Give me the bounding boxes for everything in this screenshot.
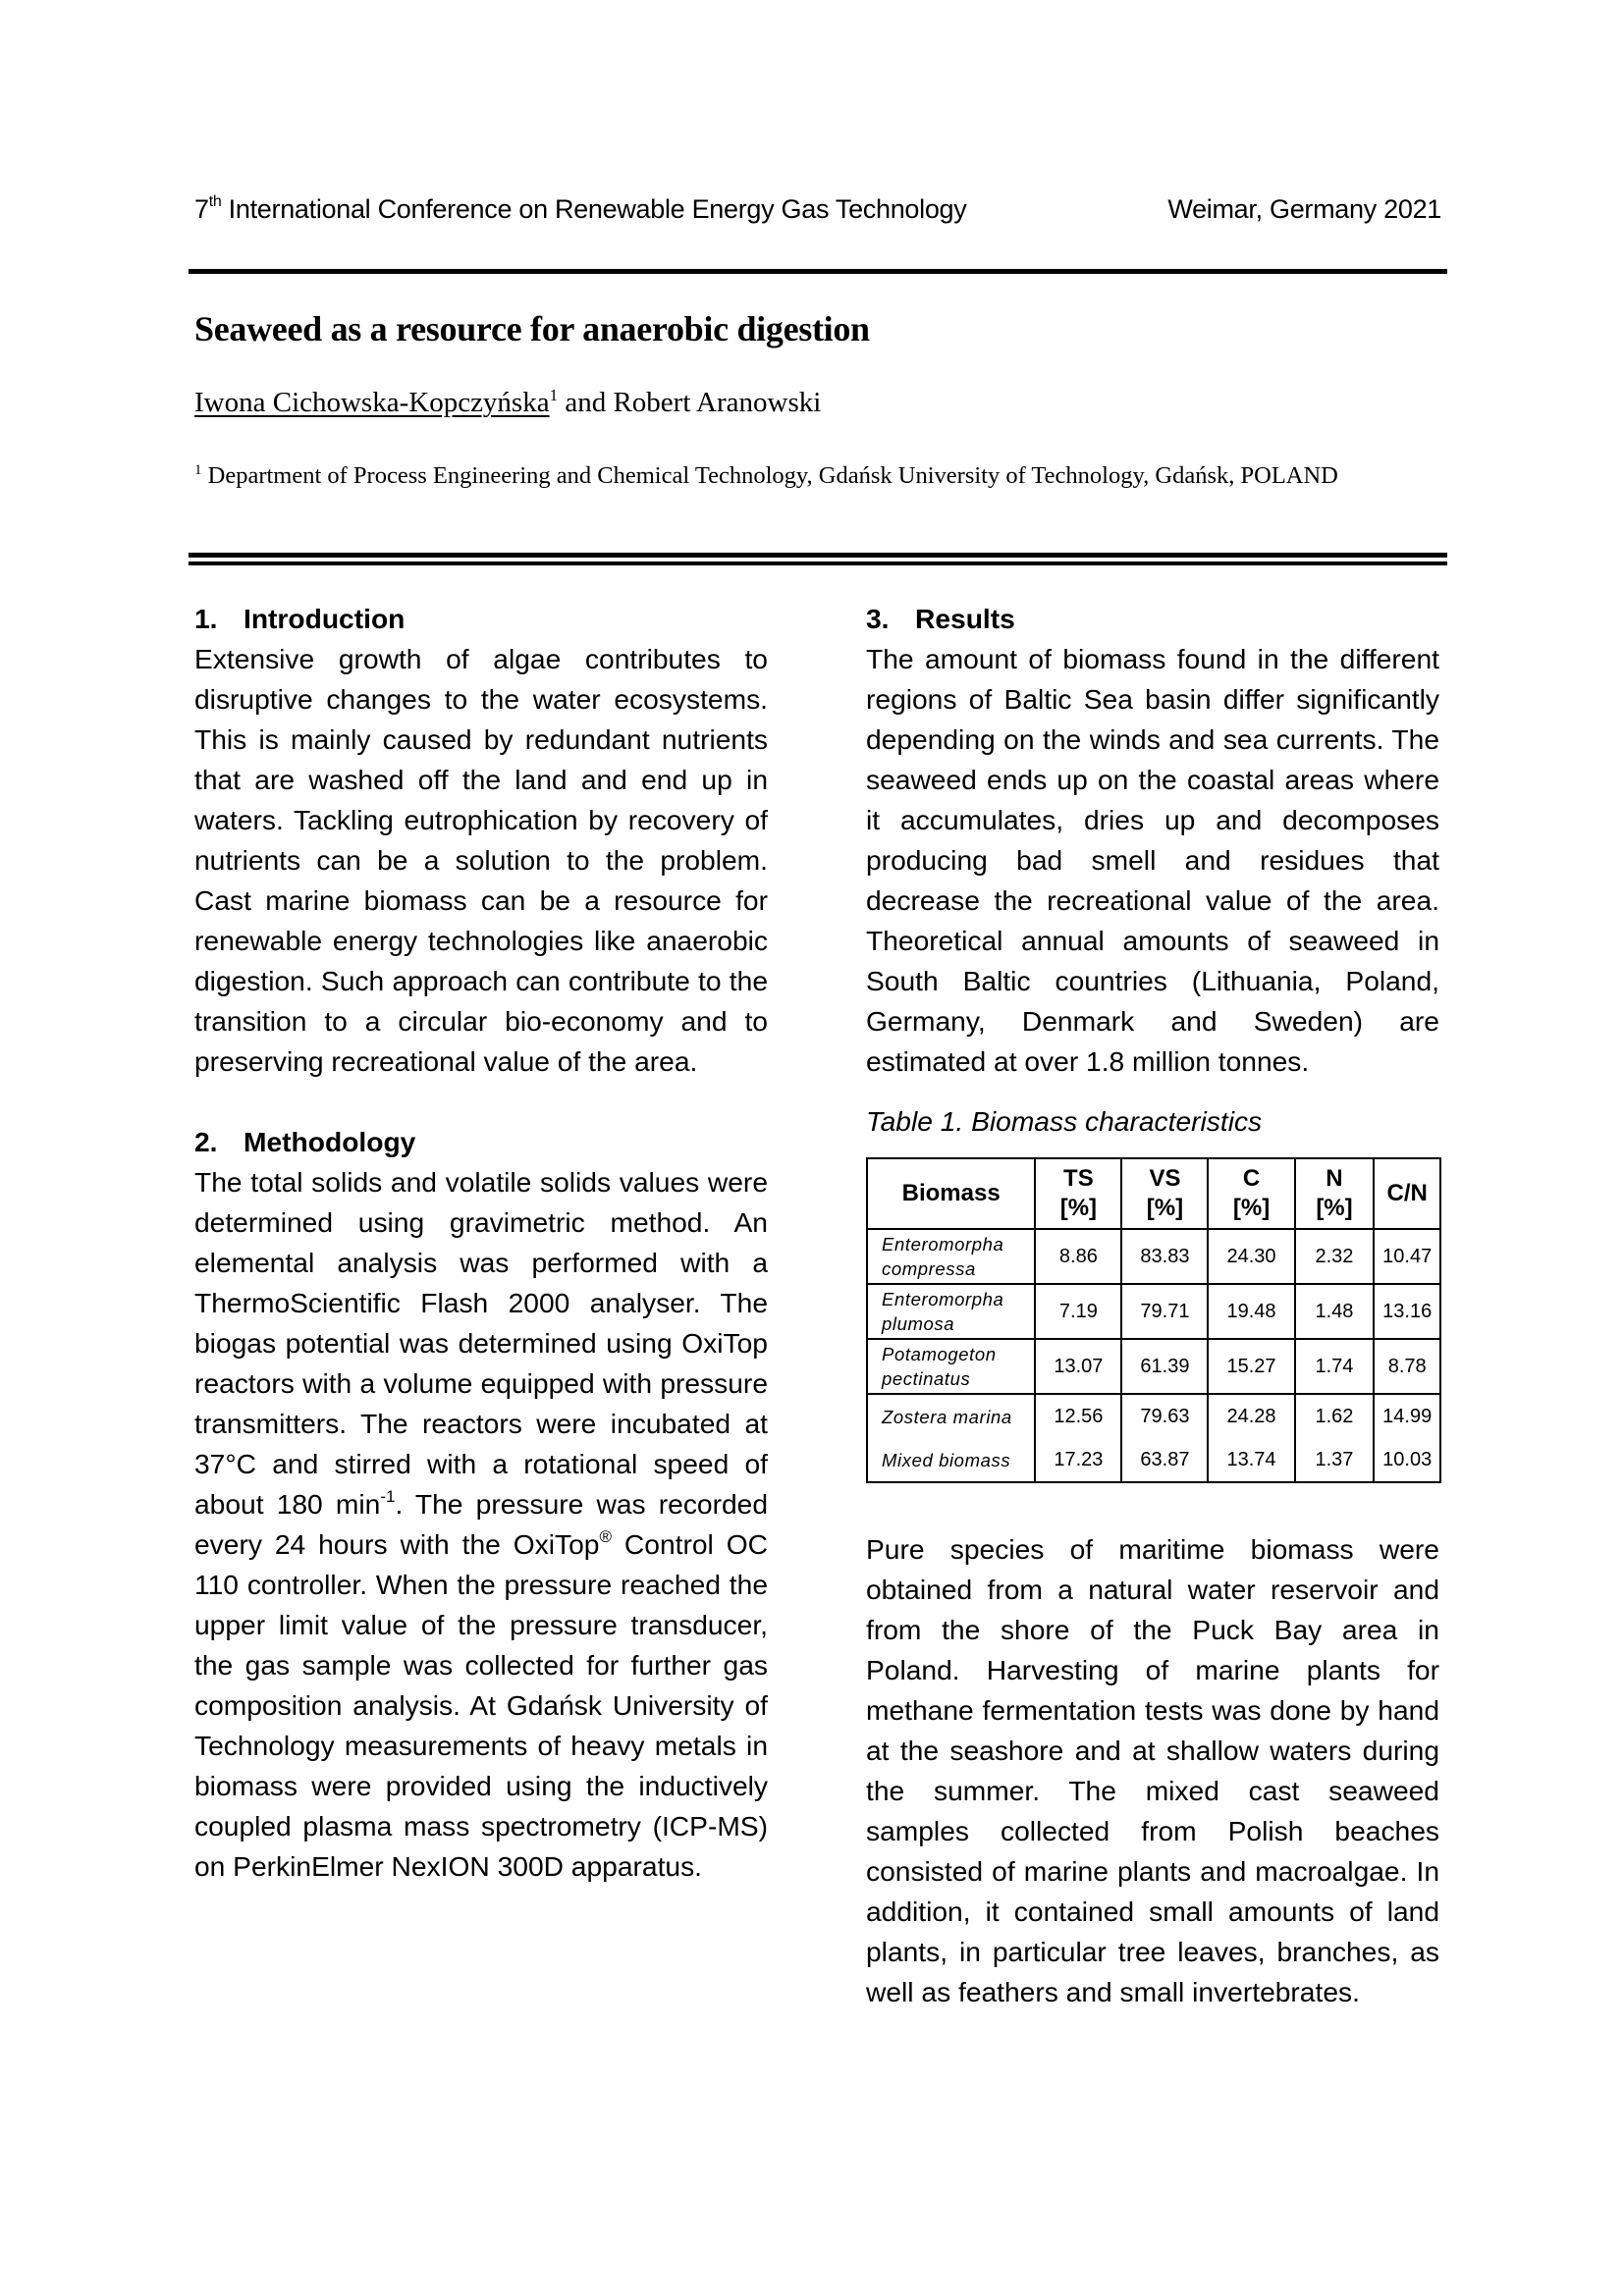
section-heading-results: [866, 599, 1439, 639]
biomass-name: [867, 1284, 1035, 1339]
title-rule-upper: [189, 553, 1447, 558]
section-title: Methodology: [244, 1126, 416, 1157]
header-n: [1295, 1158, 1375, 1229]
section-number: 2.: [194, 1126, 218, 1157]
ts-value: 17.23: [1035, 1438, 1121, 1482]
methodology-paragraph: [194, 1162, 768, 1887]
header-ts: [1035, 1158, 1121, 1229]
cn-value: 13.16: [1374, 1284, 1440, 1339]
conference-name-text: International Conference on Renewable Energy Gas Technology: [221, 194, 967, 224]
name-line: compressa: [882, 1258, 976, 1279]
c-value: 24.30: [1208, 1229, 1294, 1284]
vs-value: 63.87: [1121, 1438, 1208, 1482]
authors: [194, 387, 821, 419]
biomass-name: [867, 1229, 1035, 1284]
vs-value: 79.63: [1121, 1394, 1208, 1438]
ts-value: 13.07: [1035, 1339, 1121, 1394]
header-label: Biomass: [901, 1180, 1001, 1206]
unit-exponent: -1: [380, 1487, 396, 1506]
table-row: [867, 1394, 1440, 1438]
section-heading-introduction: [194, 599, 768, 639]
cn-value: 8.78: [1374, 1339, 1440, 1394]
methodology-text: Control OC 110 controller. When the pressure reached the upper limit value of the pressure transducer, the gas sample was collected for further gas composition analysis. At Gdańsk University of Technology measurements of heavy metals in biomass were provided using the inductively coupled plasma mass spectrometry (ICP-MS) on PerkinElmer NexION 300D apparatus.: [194, 1528, 768, 1882]
biomass-table: [866, 1157, 1441, 1483]
header-label: C/N: [1386, 1180, 1428, 1206]
c-value: 15.27: [1208, 1339, 1294, 1394]
conference-header: [194, 194, 1441, 234]
conference-location-year: Weimar, Germany 2021: [1167, 194, 1441, 224]
cn-value: 10.47: [1374, 1229, 1440, 1284]
other-authors: and Robert Aranowski: [558, 387, 822, 418]
ts-value: 8.86: [1035, 1229, 1121, 1284]
biomass-name: [867, 1339, 1035, 1394]
header-unit: [%]: [1059, 1195, 1098, 1221]
results-paragraph-after-table: Pure species of maritime biomass were obtained from a natural water reservoir and from the shore of the Puck Bay area in Poland. Harvesting of marine plants for methane fermentation tests was done by hand at the seashore and at shallow waters during the summer. The mixed cast seaweed samples collected from Polish beaches consisted of marine plants and macroalgae. In addition, it contained small amounts of land plants, in particular tree leaves, branches, as well as feathers and small invertebrates.: [866, 1533, 1439, 2007]
vs-value: 79.71: [1121, 1284, 1208, 1339]
ordinal-suffix: th: [208, 193, 222, 210]
ts-value: 12.56: [1035, 1394, 1121, 1438]
right-column: [866, 599, 1439, 2012]
c-value: 24.28: [1208, 1394, 1294, 1438]
title-rule-lower: [189, 561, 1447, 565]
n-value: 1.48: [1295, 1284, 1375, 1339]
results-paragraph: The amount of biomass found in the different regions of Baltic Sea basin differ significantly depending on the winds and sea currents. The seaweed ends up on the coastal areas where it accumulates, dries up and decomposes producing bad smell and residues that decrease the recreational value of the area. Theoretical annual amounts of seaweed in South Baltic countries (Lithuania, Poland, Germany, Denmark and Sweden) are estimated at over 1.8 million tonnes.: [866, 643, 1439, 1077]
first-author: Iwona Cichowska-Kopczyńska: [194, 387, 550, 418]
registered-mark: ®: [599, 1527, 612, 1546]
vs-value: 61.39: [1121, 1339, 1208, 1394]
header-vs: [1121, 1158, 1208, 1229]
n-value: 1.37: [1295, 1438, 1375, 1482]
introduction-paragraph: Extensive growth of algae contributes to disruptive changes to the water ecosystems. This is mainly caused by redundant nutrients that are washed off the land and end up in waters. Tackling eutrophication by recovery of nutrients can be a solution to the problem. Cast marine biomass can be a resource for renewable energy technologies like anaerobic digestion. Such approach can contribute to the transition to a circular bio-economy and to preserving recreational value of the area.: [194, 643, 768, 1077]
table-row: [867, 1284, 1440, 1339]
methodology-text: The total solids and volatile solids values were determined using gravimetric method. An elemental analysis was performed with a ThermoScientific Flash 2000 analyser. The biogas potential was determined using OxiTop reactors with a volume equipped with pressure transmitters. The reactors were incubated at 37°C and stirred with a rotational speed of about 180 min: [194, 1166, 768, 1520]
biomass-name: Mixed biomass: [867, 1438, 1035, 1482]
name-line: Potamogeton: [882, 1344, 997, 1364]
left-column: [194, 599, 768, 1887]
affiliation-footnote-mark: 1: [194, 462, 202, 478]
section-number: 3.: [866, 603, 890, 634]
conference-name: [194, 194, 966, 225]
section-title: Results: [915, 603, 1015, 634]
header-cn: [1374, 1158, 1440, 1229]
section-number: 1.: [194, 603, 218, 634]
methodology-text: . The pressure was recorded every 24 hours with the OxiTop: [194, 1488, 769, 1560]
header-unit: [%]: [1316, 1195, 1353, 1221]
header-label: N: [1326, 1165, 1343, 1192]
header-label: C: [1242, 1165, 1261, 1192]
vs-value: 83.83: [1121, 1229, 1208, 1284]
c-value: 13.74: [1208, 1438, 1294, 1482]
name-line: pectinatus: [882, 1368, 971, 1389]
affiliation: [194, 459, 1446, 492]
header-rule: [189, 269, 1447, 274]
header-biomass: [867, 1158, 1035, 1229]
ts-value: 7.19: [1035, 1284, 1121, 1339]
c-value: 19.48: [1208, 1284, 1294, 1339]
affiliation-text: Department of Process Engineering and Chemical Technology, Gdańsk University of Technology, Gdańsk, POLAND: [201, 462, 1338, 489]
table-row: [867, 1438, 1440, 1482]
conference-ordinal: 7: [194, 194, 209, 224]
section-heading-methodology: [194, 1122, 768, 1162]
biomass-name: Zostera marina: [867, 1394, 1035, 1438]
affiliation-mark: 1: [549, 386, 559, 404]
table-caption: Table 1. Biomass characteristics: [866, 1105, 1263, 1137]
cn-value: 10.03: [1374, 1438, 1440, 1482]
table-header-row: [867, 1158, 1440, 1229]
header-c: [1208, 1158, 1294, 1229]
n-value: 1.74: [1295, 1339, 1375, 1394]
header-label: VS: [1149, 1165, 1181, 1192]
name-line: Enteromorpha: [882, 1234, 1004, 1255]
name-line: Enteromorpha: [882, 1289, 1004, 1309]
header-unit: [%]: [1146, 1195, 1184, 1221]
header-unit: [%]: [1232, 1195, 1271, 1221]
table-row: [867, 1229, 1440, 1284]
n-value: 1.62: [1295, 1394, 1375, 1438]
table-row: [867, 1339, 1440, 1394]
paper-title: Seaweed as a resource for anaerobic digestion: [194, 309, 870, 348]
header-label: TS: [1063, 1165, 1094, 1192]
cn-value: 14.99: [1374, 1394, 1440, 1438]
section-title: Introduction: [244, 603, 406, 634]
n-value: 2.32: [1295, 1229, 1375, 1284]
name-line: plumosa: [882, 1313, 955, 1334]
